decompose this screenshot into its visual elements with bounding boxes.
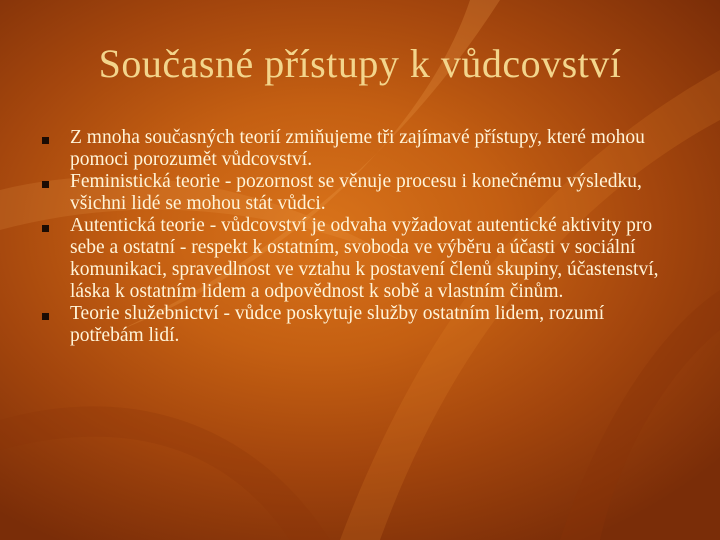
bullet-item <box>40 127 680 171</box>
square-bullet-icon <box>42 225 49 232</box>
bullet-item <box>40 171 680 215</box>
square-bullet-icon <box>42 313 49 320</box>
square-bullet-icon <box>42 137 49 144</box>
bullet-list <box>40 127 680 347</box>
bullet-text: Z mnoha současných teorií zmiňujeme tři zajímavé přístupy, které mohou pomoci porozumět vůdcovství. <box>70 127 645 170</box>
bullet-text: Autentická teorie - vůdcovství je odvaha vyžadovat autentické aktivity pro sebe a ostatní - respekt k ostatním, svoboda ve výběru a účasti v sociální komunikaci, spravedlnost ve vztahu k postavení členů skupiny, účastenství, láska k ostatním lidem a odpovědnost k sobě a vlastním činům. <box>70 215 659 302</box>
square-bullet-icon <box>42 181 49 188</box>
bullet-text: Teorie služebnictví - vůdce poskytuje služby ostatním lidem, rozumí potřebám lidí. <box>70 303 605 346</box>
bullet-item <box>40 303 680 347</box>
slide-title: Současné přístupy k vůdcovství <box>98 41 622 86</box>
bullet-item <box>40 215 680 303</box>
bullet-text: Feministická teorie - pozornost se věnuje procesu i konečnému výsledku, všichni lidé se mohou stát vůdci. <box>70 171 642 214</box>
